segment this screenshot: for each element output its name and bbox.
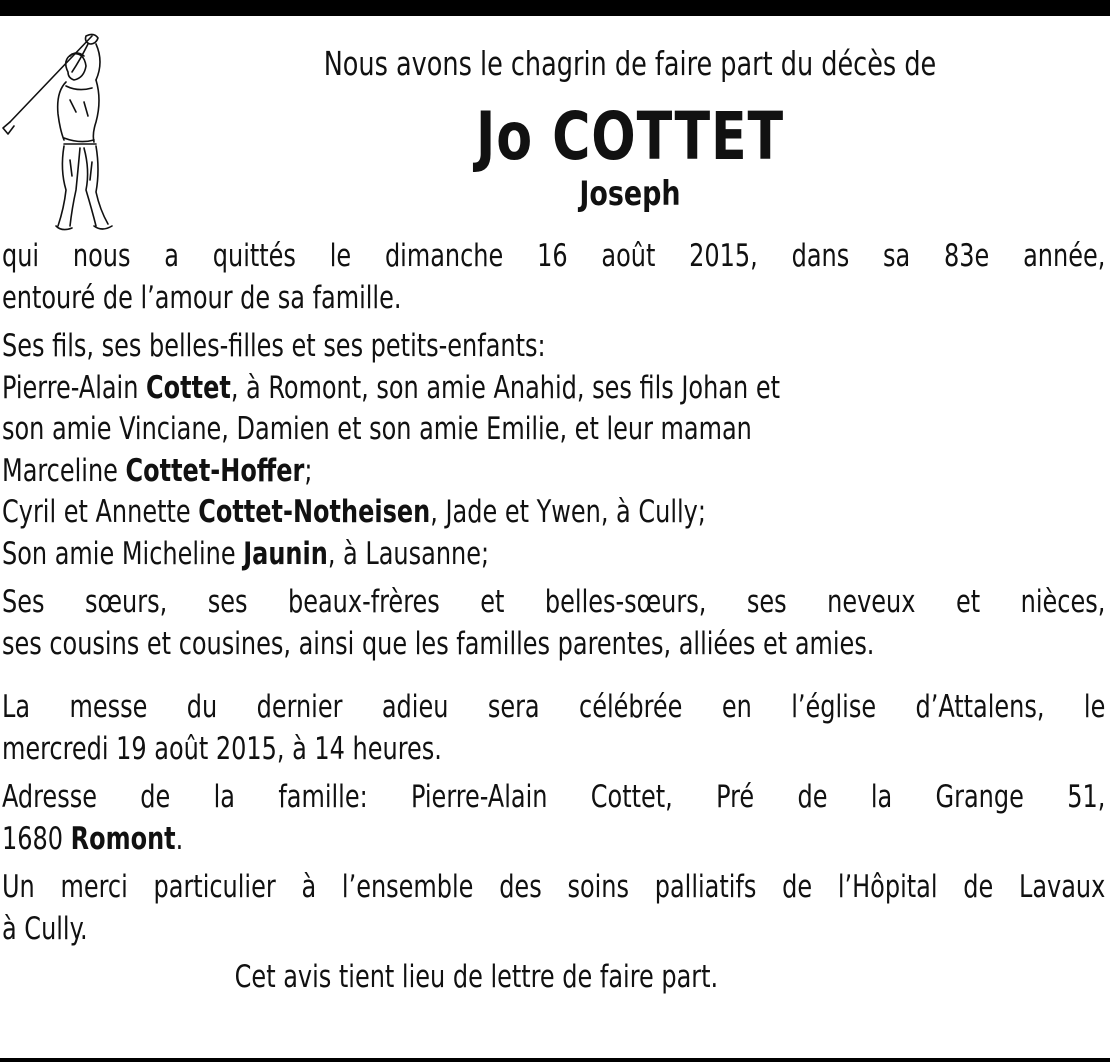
closing-line: Cet avis tient lieu de lettre de faire part. — [234, 959, 719, 995]
family-line: Son amie Micheline Jaunin, à Lausanne; — [2, 535, 490, 572]
thanks-line: à Cully. — [2, 910, 88, 947]
thanks-line: Un merci particulier à l’ensemble des soins palliatifs de l’Hôpital de Lavaux — [2, 869, 1106, 905]
family-line: Pierre-Alain Cottet, à Romont, son amie Anahid, ses fils Johan et — [2, 369, 780, 406]
mass-line: mercredi 19 août 2015, à 14 heures. — [2, 730, 442, 767]
golfer-illustration-icon — [0, 30, 115, 235]
notice-body — [2, 236, 1108, 999]
address-line: Adresse de la famille: Pierre-Alain Cottet, Pré de la Grange 51, — [2, 779, 1106, 815]
surname: Cottet — [146, 369, 231, 406]
extended-family-line: Ses sœurs, ses beaux-frères et belles-sœurs, ses neveux et nièces, — [2, 584, 1106, 620]
family-line: Marceline Cottet-Hoffer; — [2, 452, 313, 489]
extended-family-line: ses cousins et cousines, ainsi que les familles parentes, alliées et amies. — [2, 625, 875, 662]
city: Romont — [70, 820, 176, 857]
deceased-first-name: Joseph — [579, 174, 681, 214]
top-rule — [0, 0, 1110, 16]
surname: Jaunin — [243, 535, 328, 572]
mass-line: La messe du dernier adieu sera célébrée en l’église d’Attalens, le — [2, 689, 1106, 725]
address-line: 1680 Romont. — [2, 820, 184, 857]
passing-line: entouré de l’amour de sa famille. — [2, 279, 402, 316]
surname: Cottet-Hoffer — [125, 452, 305, 489]
surname: Cottet-Notheisen — [198, 494, 431, 530]
deceased-name: Jo COTTET — [475, 98, 785, 175]
family-heading: Ses fils, ses belles-filles et ses petits-enfants: — [2, 328, 546, 364]
bottom-rule — [0, 1058, 1110, 1062]
intro-text: Nous avons le chagrin de faire part du décès de — [323, 44, 937, 83]
family-line: son amie Vinciane, Damien et son amie Emilie, et leur maman — [2, 411, 752, 447]
passing-line: qui nous a quittés le dimanche 16 août 2015, dans sa 83e année, — [2, 238, 1106, 274]
family-line: Cyril et Annette Cottet-Notheisen, Jade et Ywen, à Cully; — [2, 494, 706, 530]
